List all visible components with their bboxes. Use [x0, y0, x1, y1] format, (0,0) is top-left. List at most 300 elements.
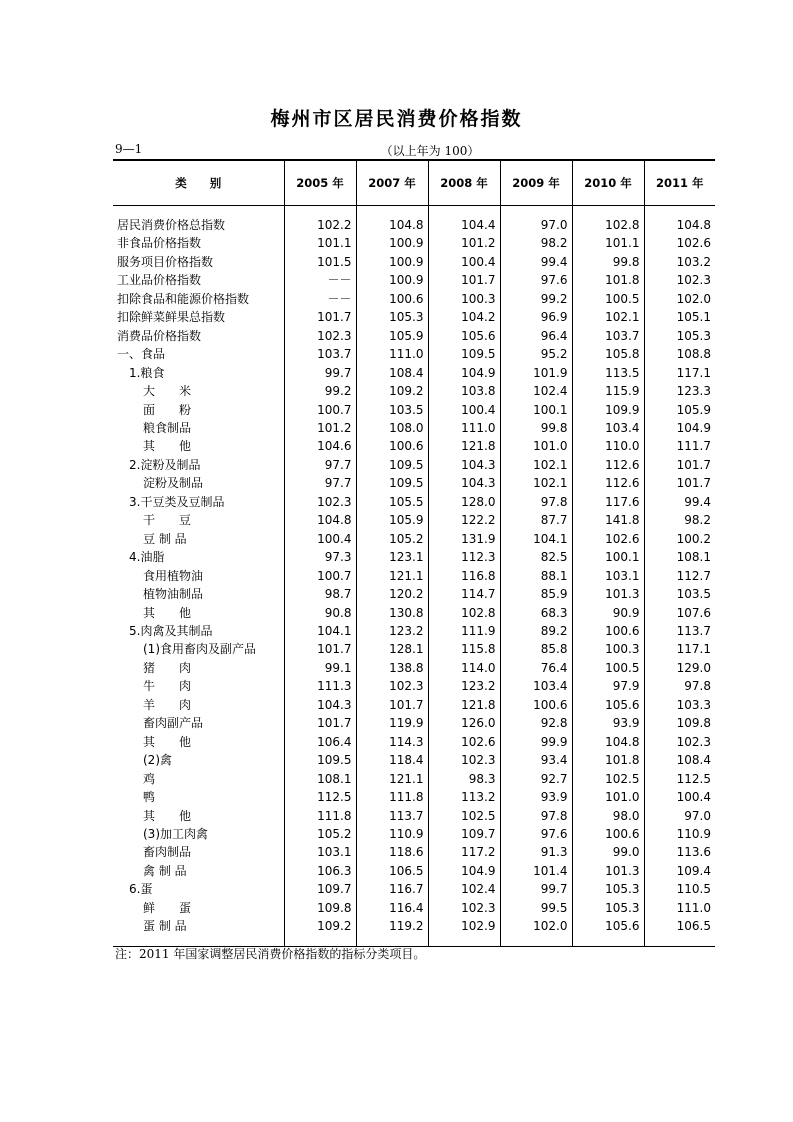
value-cell: 102.3	[284, 493, 356, 511]
value-cell: 101.3	[572, 862, 644, 880]
value-cell: 102.6	[428, 733, 500, 751]
value-cell: 114.3	[356, 733, 428, 751]
value-cell: 141.8	[572, 511, 644, 529]
value-cell: 100.6	[500, 696, 572, 714]
value-cell: 104.8	[572, 733, 644, 751]
value-cell: 104.3	[428, 474, 500, 492]
value-cell: 100.4	[284, 530, 356, 548]
value-cell: 97.0	[500, 216, 572, 234]
row-label: 扣除食品和能源价格指数	[117, 291, 250, 306]
table-row	[113, 825, 715, 843]
value-cell: 100.6	[572, 825, 644, 843]
value-cell: 112.7	[644, 567, 715, 585]
value-cell: 116.4	[356, 899, 428, 917]
value-cell: 108.1	[284, 770, 356, 788]
value-cell: 103.3	[644, 696, 715, 714]
value-cell: 111.7	[644, 437, 715, 455]
value-cell: 87.7	[500, 511, 572, 529]
table-row	[113, 548, 715, 566]
value-cell: 102.3	[644, 733, 715, 751]
table-row	[113, 585, 715, 603]
value-cell: 93.9	[500, 788, 572, 806]
value-cell: 116.8	[428, 567, 500, 585]
value-cell: 105.6	[572, 696, 644, 714]
value-cell: 100.7	[284, 567, 356, 585]
value-cell: 113.2	[428, 788, 500, 806]
header-2005: 2005 年	[284, 160, 356, 206]
value-cell: 138.8	[356, 659, 428, 677]
value-cell: 120.2	[356, 585, 428, 603]
value-cell: 99.2	[284, 382, 356, 400]
value-cell: 92.8	[500, 714, 572, 732]
value-cell: 112.3	[428, 548, 500, 566]
row-label: 5.肉禽及其制品	[129, 623, 213, 638]
table-row	[113, 345, 715, 363]
value-cell: 97.3	[284, 548, 356, 566]
value-cell: 101.8	[572, 751, 644, 769]
row-label: 畜肉制品	[143, 845, 192, 860]
value-cell: 114.0	[428, 659, 500, 677]
value-cell: 126.0	[428, 714, 500, 732]
value-cell: 111.8	[356, 788, 428, 806]
value-cell: 109.7	[284, 880, 356, 898]
value-cell: 97.0	[644, 807, 715, 825]
spacer-row	[113, 206, 715, 217]
value-cell: 105.6	[428, 327, 500, 345]
row-label: 鸡	[143, 771, 156, 786]
value-cell: 108.1	[644, 548, 715, 566]
value-cell: 104.3	[428, 456, 500, 474]
value-cell: 101.3	[572, 585, 644, 603]
value-cell: 100.9	[356, 271, 428, 289]
table-row	[113, 271, 715, 289]
value-cell: 91.3	[500, 843, 572, 861]
value-cell: 101.5	[284, 253, 356, 271]
value-cell: 102.1	[500, 474, 572, 492]
value-cell: 101.7	[644, 474, 715, 492]
value-cell: 96.9	[500, 308, 572, 326]
table-row	[113, 474, 715, 492]
value-cell: 128.1	[356, 640, 428, 658]
value-cell: 101.7	[284, 308, 356, 326]
row-label: 其 他	[143, 808, 192, 823]
value-cell: 102.3	[428, 751, 500, 769]
table-row	[113, 253, 715, 271]
table-row	[113, 382, 715, 400]
value-cell: 102.3	[356, 677, 428, 695]
value-cell: 108.4	[644, 751, 715, 769]
value-cell: 103.8	[428, 382, 500, 400]
value-cell: 105.1	[644, 308, 715, 326]
value-cell: 130.8	[356, 604, 428, 622]
value-cell: 102.3	[644, 271, 715, 289]
value-cell: 111.0	[428, 419, 500, 437]
row-label: 其 他	[143, 734, 192, 749]
value-cell: 102.9	[428, 917, 500, 935]
value-cell: 111.3	[284, 677, 356, 695]
value-cell: 107.6	[644, 604, 715, 622]
value-cell: 102.4	[500, 382, 572, 400]
value-cell: 103.7	[284, 345, 356, 363]
spacer-cell	[572, 206, 644, 217]
row-label: 1.粮食	[129, 365, 165, 380]
value-cell: 103.5	[644, 585, 715, 603]
table-row	[113, 604, 715, 622]
value-cell: 114.7	[428, 585, 500, 603]
value-cell: 121.1	[356, 567, 428, 585]
value-cell: 93.4	[500, 751, 572, 769]
row-label: 非食品价格指数	[117, 236, 202, 251]
value-cell: 104.3	[284, 696, 356, 714]
row-label: 猪 肉	[143, 660, 192, 675]
value-cell: 101.7	[356, 696, 428, 714]
table-row	[113, 622, 715, 640]
value-cell: 95.2	[500, 345, 572, 363]
value-cell: 90.9	[572, 604, 644, 622]
value-cell: 123.1	[356, 548, 428, 566]
table-row	[113, 843, 715, 861]
value-cell: 108.4	[356, 364, 428, 382]
value-cell: 123.2	[356, 622, 428, 640]
value-cell: 102.8	[572, 216, 644, 234]
row-label: 2.淀粉及制品	[129, 457, 201, 472]
value-cell: 110.9	[356, 825, 428, 843]
table-row	[113, 290, 715, 308]
page-title: 梅州市区居民消费价格指数	[270, 108, 523, 130]
value-cell: 105.3	[356, 308, 428, 326]
value-cell: 92.7	[500, 770, 572, 788]
table-row	[113, 733, 715, 751]
header-2008: 2008 年	[428, 160, 500, 206]
table-row	[113, 364, 715, 382]
value-cell: 97.7	[284, 456, 356, 474]
value-cell: 101.0	[572, 788, 644, 806]
value-cell: 93.9	[572, 714, 644, 732]
header-2007: 2007 年	[356, 160, 428, 206]
value-cell: 98.2	[644, 511, 715, 529]
table-row	[113, 327, 715, 345]
value-cell: 105.2	[356, 530, 428, 548]
value-cell: 111.0	[356, 345, 428, 363]
table-row	[113, 401, 715, 419]
value-cell: 101.4	[500, 862, 572, 880]
value-cell: 109.5	[284, 751, 356, 769]
value-cell: －－	[284, 290, 356, 308]
row-label: 服务项目价格指数	[117, 254, 214, 269]
value-cell: 106.4	[284, 733, 356, 751]
value-cell: 98.7	[284, 585, 356, 603]
value-cell: 104.1	[284, 622, 356, 640]
value-cell: 111.0	[644, 899, 715, 917]
spacer-cell	[356, 206, 428, 217]
value-cell: 101.7	[428, 271, 500, 289]
value-cell: 111.9	[428, 622, 500, 640]
value-cell: 89.2	[500, 622, 572, 640]
row-label: 其 他	[143, 605, 192, 620]
value-cell: 68.3	[500, 604, 572, 622]
row-label: 其 他	[143, 439, 192, 454]
value-cell: 100.6	[356, 290, 428, 308]
table-row	[113, 419, 715, 437]
value-cell: 118.4	[356, 751, 428, 769]
row-label: 一、食品	[117, 347, 166, 362]
table-row	[113, 714, 715, 732]
value-cell: 100.9	[356, 234, 428, 252]
value-cell: 102.1	[572, 308, 644, 326]
row-label: 植物油制品	[143, 587, 204, 602]
value-cell: 109.5	[356, 456, 428, 474]
table-row	[113, 640, 715, 658]
value-cell: 100.3	[428, 290, 500, 308]
value-cell: 104.8	[644, 216, 715, 234]
value-cell: 99.8	[572, 253, 644, 271]
value-cell: 111.8	[284, 807, 356, 825]
value-cell: 99.7	[284, 364, 356, 382]
row-label: 4.油脂	[129, 550, 165, 565]
value-cell: 104.9	[428, 364, 500, 382]
value-cell: 105.6	[572, 917, 644, 935]
value-cell: 100.1	[500, 401, 572, 419]
value-cell: 104.8	[284, 511, 356, 529]
table-unit-note: （以上年为 100）	[380, 144, 480, 158]
value-cell: 99.8	[500, 419, 572, 437]
value-cell: 123.3	[644, 382, 715, 400]
value-cell: 102.3	[284, 327, 356, 345]
value-cell: 100.4	[428, 253, 500, 271]
value-cell: 100.7	[284, 401, 356, 419]
row-label: (1)食用畜肉及副产品	[143, 642, 256, 657]
row-label: 工业品价格指数	[117, 273, 202, 288]
table-row	[113, 511, 715, 529]
value-cell: 109.9	[572, 401, 644, 419]
value-cell: 118.6	[356, 843, 428, 861]
row-label: 3.干豆类及豆制品	[129, 494, 225, 509]
value-cell: 98.3	[428, 770, 500, 788]
table-row	[113, 807, 715, 825]
table-row	[113, 308, 715, 326]
value-cell: 112.6	[572, 474, 644, 492]
value-cell: 131.9	[428, 530, 500, 548]
value-cell: 76.4	[500, 659, 572, 677]
value-cell: 104.6	[284, 437, 356, 455]
value-cell: 105.8	[572, 345, 644, 363]
value-cell: 106.3	[284, 862, 356, 880]
cpi-table	[113, 159, 715, 947]
value-cell: 102.5	[572, 770, 644, 788]
value-cell: 109.2	[356, 382, 428, 400]
value-cell: 123.2	[428, 677, 500, 695]
value-cell: 82.5	[500, 548, 572, 566]
value-cell: 105.3	[644, 327, 715, 345]
value-cell: 106.5	[356, 862, 428, 880]
value-cell: 97.8	[500, 493, 572, 511]
value-cell: 108.0	[356, 419, 428, 437]
value-cell: 97.6	[500, 271, 572, 289]
value-cell: 110.9	[644, 825, 715, 843]
value-cell: 108.8	[644, 345, 715, 363]
row-label: 畜肉副产品	[143, 716, 204, 731]
value-cell: 121.8	[428, 696, 500, 714]
value-cell: 97.8	[500, 807, 572, 825]
row-label: 蛋 制 品	[143, 919, 187, 934]
value-cell: 101.7	[284, 714, 356, 732]
row-label: 面 粉	[143, 402, 192, 417]
value-cell: 110.5	[644, 880, 715, 898]
row-label: 6.蛋	[129, 882, 153, 897]
value-cell: 101.9	[500, 364, 572, 382]
table-row	[113, 567, 715, 585]
value-cell: 105.9	[356, 511, 428, 529]
value-cell: 121.1	[356, 770, 428, 788]
table-body	[113, 206, 715, 947]
spacer-cell	[500, 936, 572, 947]
row-label: 豆 制 品	[143, 531, 187, 546]
value-cell: 98.2	[500, 234, 572, 252]
value-cell: 99.2	[500, 290, 572, 308]
value-cell: 112.6	[572, 456, 644, 474]
value-cell: 104.4	[428, 216, 500, 234]
value-cell: 102.8	[428, 604, 500, 622]
value-cell: 99.4	[644, 493, 715, 511]
value-cell: 109.7	[428, 825, 500, 843]
row-label: 居民消费价格总指数	[117, 218, 226, 232]
table-row	[113, 696, 715, 714]
value-cell: 97.7	[284, 474, 356, 492]
value-cell: 103.5	[356, 401, 428, 419]
value-cell: 119.9	[356, 714, 428, 732]
value-cell: 85.9	[500, 585, 572, 603]
spacer-cell	[500, 206, 572, 217]
row-label: 大 米	[143, 384, 192, 399]
value-cell: 101.1	[284, 234, 356, 252]
value-cell: 101.7	[284, 640, 356, 658]
table-row	[113, 456, 715, 474]
table-row	[113, 862, 715, 880]
value-cell: 100.2	[644, 530, 715, 548]
table-row	[113, 493, 715, 511]
header-2010: 2010 年	[572, 160, 644, 206]
value-cell: 102.6	[644, 234, 715, 252]
value-cell: 109.8	[644, 714, 715, 732]
value-cell: 116.7	[356, 880, 428, 898]
value-cell: 104.9	[644, 419, 715, 437]
value-cell: 99.4	[500, 253, 572, 271]
value-cell: 101.2	[428, 234, 500, 252]
spacer-cell	[428, 936, 500, 947]
value-cell: 98.0	[572, 807, 644, 825]
value-cell: 117.1	[644, 364, 715, 382]
value-cell: 103.1	[572, 567, 644, 585]
value-cell: 104.2	[428, 308, 500, 326]
header-2011: 2011 年	[644, 160, 715, 206]
value-cell: 102.1	[500, 456, 572, 474]
value-cell: 104.1	[500, 530, 572, 548]
table-row	[113, 788, 715, 806]
table-row	[113, 880, 715, 898]
value-cell: 105.9	[644, 401, 715, 419]
table-row	[113, 751, 715, 769]
value-cell: 102.6	[572, 530, 644, 548]
value-cell: 101.2	[284, 419, 356, 437]
row-label: 消费品价格指数	[117, 328, 202, 343]
table-row	[113, 437, 715, 455]
value-cell: 102.0	[500, 917, 572, 935]
value-cell: 109.8	[284, 899, 356, 917]
value-cell: 119.2	[356, 917, 428, 935]
value-cell: 105.3	[572, 880, 644, 898]
value-cell: 102.3	[428, 899, 500, 917]
table-row	[113, 659, 715, 677]
header-category: 类 别	[113, 160, 284, 206]
spacer-cell	[572, 936, 644, 947]
value-cell: 100.4	[428, 401, 500, 419]
value-cell: 99.1	[284, 659, 356, 677]
value-cell: 99.0	[572, 843, 644, 861]
value-cell: 106.5	[644, 917, 715, 935]
table-row	[113, 677, 715, 695]
spacer-cell	[644, 936, 715, 947]
value-cell: 105.3	[572, 899, 644, 917]
table-row	[113, 234, 715, 252]
spacer-cell	[284, 206, 356, 217]
value-cell: 99.9	[500, 733, 572, 751]
value-cell: 100.6	[572, 622, 644, 640]
value-cell: 113.5	[572, 364, 644, 382]
value-cell: 104.8	[356, 216, 428, 234]
table-row	[113, 770, 715, 788]
value-cell: 104.9	[428, 862, 500, 880]
row-label: 羊 肉	[143, 697, 192, 712]
value-cell: 103.2	[644, 253, 715, 271]
value-cell: 100.6	[356, 437, 428, 455]
value-cell: 109.5	[356, 474, 428, 492]
value-cell: 117.6	[572, 493, 644, 511]
row-label: 鲜 蛋	[143, 900, 192, 915]
value-cell: 105.5	[356, 493, 428, 511]
value-cell: 110.0	[572, 437, 644, 455]
value-cell: 115.9	[572, 382, 644, 400]
value-cell: 97.6	[500, 825, 572, 843]
value-cell: 109.5	[428, 345, 500, 363]
value-cell: 112.5	[644, 770, 715, 788]
value-cell: 129.0	[644, 659, 715, 677]
value-cell: 100.5	[572, 290, 644, 308]
value-cell: 109.4	[644, 862, 715, 880]
value-cell: 117.2	[428, 843, 500, 861]
value-cell: 90.8	[284, 604, 356, 622]
value-cell: 128.0	[428, 493, 500, 511]
table-row	[113, 899, 715, 917]
value-cell: 102.5	[428, 807, 500, 825]
table-row	[113, 530, 715, 548]
row-label: 干 豆	[143, 513, 192, 528]
value-cell: 103.1	[284, 843, 356, 861]
value-cell: 109.2	[284, 917, 356, 935]
spacer-cell	[113, 206, 284, 217]
footnote: 注：2011 年国家调整居民消费价格指数的指标分类项目。	[115, 947, 426, 961]
value-cell: 100.9	[356, 253, 428, 271]
header-row	[113, 160, 715, 206]
value-cell: 97.8	[644, 677, 715, 695]
value-cell: 117.1	[644, 640, 715, 658]
value-cell: 103.4	[500, 677, 572, 695]
value-cell: 100.4	[644, 788, 715, 806]
value-cell: 105.2	[284, 825, 356, 843]
value-cell: 88.1	[500, 567, 572, 585]
value-cell: 101.8	[572, 271, 644, 289]
value-cell: 121.8	[428, 437, 500, 455]
value-cell: 115.8	[428, 640, 500, 658]
